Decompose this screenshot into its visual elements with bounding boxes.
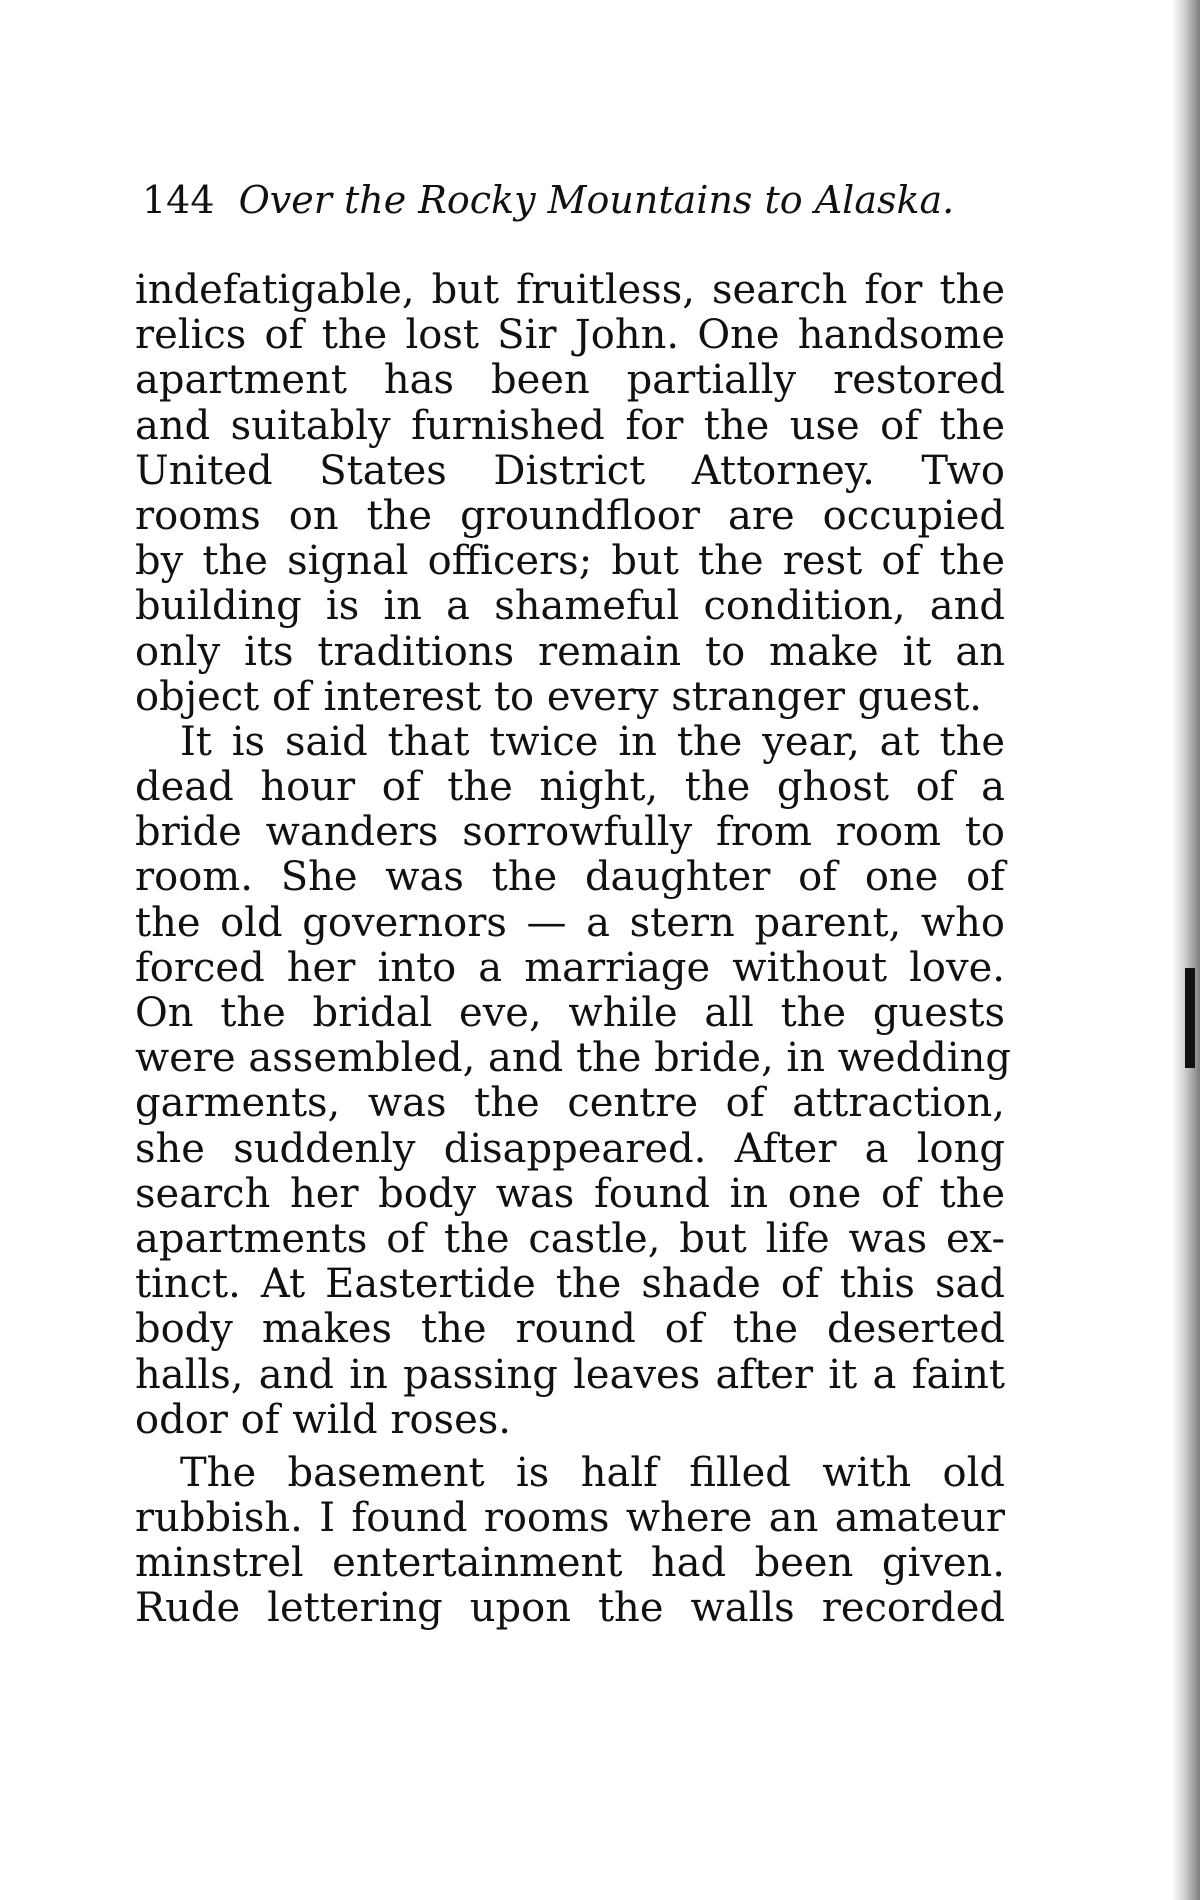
text-line: indefatigable, but fruitless, search for the	[135, 267, 1005, 313]
text-line: relics of the lost Sir John. One handsome	[135, 312, 1005, 359]
text-line: by the signal officers; but the rest of the	[135, 538, 1005, 585]
text-line: rooms on the groundfloor are occupied	[135, 492, 1005, 539]
text-line: apartments of the castle, but life was ex-	[135, 1215, 1005, 1262]
page-edge-shadow	[1172, 0, 1200, 1900]
book-title: Over the Rocky Mountains to Alaska.	[238, 178, 955, 222]
body-text	[135, 267, 1011, 1632]
text-line: she suddenly disappeared. After a long	[135, 1125, 1005, 1172]
text-line: halls, and in passing leaves after it a faint	[135, 1351, 1005, 1398]
text-line: dead hour of the night, the ghost of a	[135, 764, 1005, 811]
text-line: minstrel entertainment had been given.	[135, 1540, 1005, 1587]
paragraph-first-line: The basement is half filled with old	[180, 1449, 1005, 1496]
text-line: were assembled, and the bride, in wedding	[135, 1035, 1011, 1082]
text-line: odor of wild roses.	[135, 1396, 511, 1443]
text-line: On the bridal eve, while all the guests	[135, 990, 1005, 1036]
page-number: 144	[142, 178, 215, 222]
text-line: building is in a shameful condition, and	[135, 583, 1005, 630]
text-line: bride wanders sorrowfully from room to	[135, 809, 1005, 856]
running-head	[142, 175, 1002, 225]
text-line: search her body was found in one of the	[135, 1170, 1005, 1217]
text-line: object of interest to every stranger guest.	[135, 673, 983, 720]
text-line: only its traditions remain to make it an	[135, 628, 1005, 675]
text-line: garments, was the centre of attraction,	[135, 1080, 1005, 1127]
text-line: rubbish. I found rooms where an amateur	[135, 1495, 1005, 1542]
text-line: apartment has been partially restored	[135, 357, 1005, 404]
text-line: and suitably furnished for the use of the	[135, 402, 1005, 449]
text-line: room. She was the daughter of one of	[135, 854, 1005, 901]
text-line: United States District Attorney. Two	[135, 447, 1005, 494]
text-line: Rude lettering upon the walls recorded	[135, 1585, 1005, 1632]
text-line: the old governors — a stern parent, who	[135, 899, 1005, 946]
text-line: body makes the round of the deserted	[135, 1306, 1005, 1353]
text-line: tinct. At Eastertide the shade of this sad	[135, 1261, 1005, 1308]
paragraph-first-line: It is said that twice in the year, at the	[180, 718, 1005, 765]
page-edge-mark	[1185, 968, 1195, 1068]
text-line: forced her into a marriage without love.	[135, 944, 1005, 991]
